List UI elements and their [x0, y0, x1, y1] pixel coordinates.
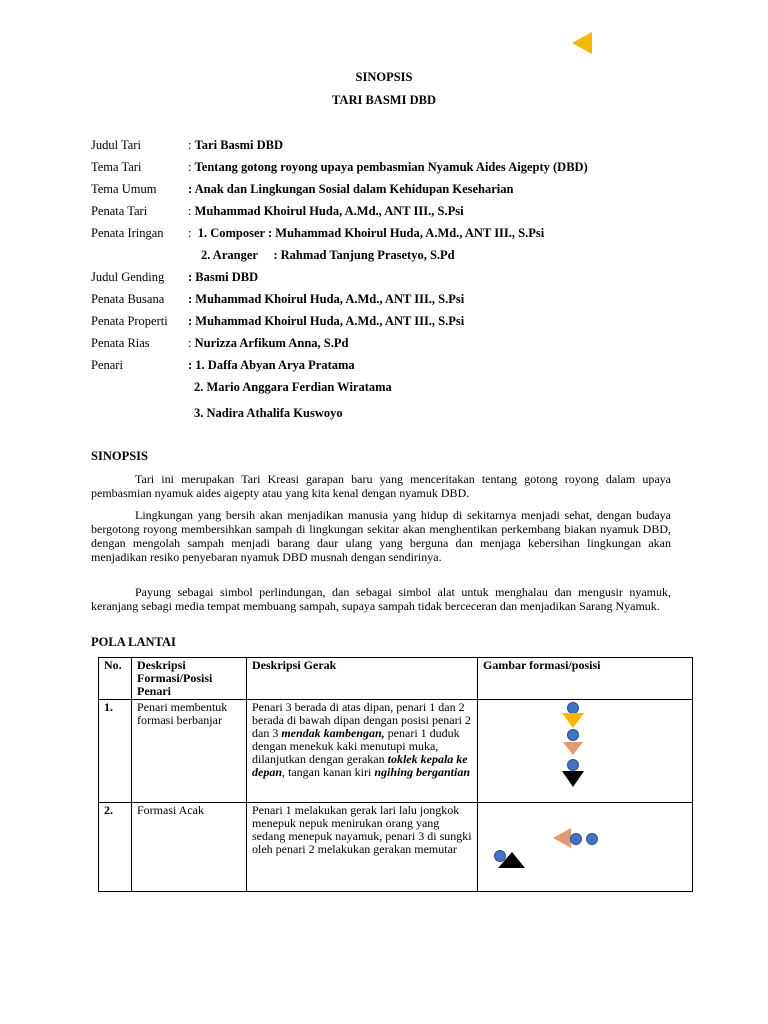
- circle-icon: [568, 703, 579, 714]
- document-title: SINOPSIS: [355, 70, 413, 84]
- formation-cell: [478, 803, 693, 892]
- table-row: [99, 700, 693, 803]
- triangle-left-icon: [570, 31, 594, 55]
- row-number: 2.: [99, 803, 132, 892]
- info-value: 3. Nadira Athalifa Kuswoyo: [194, 406, 343, 420]
- info-value: 1. Composer : Muhammad Khoirul Huda, A.Md., ANT III., S.Psi: [197, 226, 545, 240]
- info-value: Anak dan Lingkungan Sosial dalam Kehidupan Keseharian: [194, 182, 514, 196]
- info-value: Tari Basmi DBD: [194, 138, 284, 152]
- column-header: No.: [99, 658, 132, 700]
- column-header: Deskripsi Gerak: [247, 658, 478, 700]
- info-label: Penata Tari: [91, 204, 148, 218]
- info-value: Muhammad Khoirul Huda, A.Md., ANT III., S.Psi: [194, 204, 464, 218]
- formation-diagram-2: [483, 804, 683, 890]
- info-value: Basmi DBD: [195, 270, 259, 284]
- info-label: Judul Tari: [91, 138, 141, 152]
- info-value: 1. Daffa Abyan Arya Pratama: [195, 358, 355, 372]
- document-page: SINOPSIS TARI BASMI DBD Judul Tari : Tari Basmi DBD Tema Tari : Tentang gotong royong upaya pembasmian Nyamuk Aides Aigepty (DBD) Tema Umum : Anak dan Lingkungan Sosial dalam Kehidupan Keseharian Penata Tari : Muhammad Khoirul Huda, A.Md., ANT III., S.Psi Penata Iringan : 1. Composer : Muhammad Khoirul Huda, A.Md., ANT III., S.Psi 2. Aranger : Rahmad Tanjung Prasetyo, S.Pd Judul Gending : Basmi DBD Penata Busana : Muhammad Khoirul Huda, A.Md., ANT III., S.Psi Penata Properti : Muhammad Khoirul Huda, A.Md., ANT III., S.Psi Penata Rias : Nurizza Arfikum Anna, S.Pd Penari : 1. Daffa Abyan Arya Pratama 2. Mario Anggara Ferdian Wiratama 3. Nadira Athalifa Kuswoyo SINOPSIS Tari ini merupakan Tari Kreasi garapan baru yang menceritakan tentang gotong royong dalam upaya pembasmian nyamuk aides aigepty atau yang kita kenal dengan nyamuk DBD. Lingkungan yang bersih akan menjadikan manusia yang hidup di sekitarnya menjadi sehat, dengan budaya bergotong royong membersihkan sampah di lingkungan sekitar akan menghentikan perkembang biakan nyamuk DBD, dengan mengolah sampah menjadi barang daur ulang yang berguna dan menjaga kebersihan lingkungan akan menjadikan resiko penyebaran nyamuk DBD musnah dengan sendirinya. Payung sebagai simbol perlindungan, dan sebagai simbol alat untuk menghalau dan mengusir nyamuk, keranjang sebagi media tempat membuang sampah, supaya sampah tidak berceceran dan menjadikan Sarang Nyamuk. POLA LANTAI No. Deskripsi Formasi/Posisi Penari Deskripsi Gerak Gambar formasi/posisi 1. Penari membentuk formasi berbanjar Penari 3 berada di atas dipan, penari 1 dan 2 berada di bawah dipan dengan posisi penari 2 dan 3 mendak kambengan, penari 1 duduk dengan menekuk kaki menutupi muka, dilanjutkan dengan gerakan toklek kepala ke depan, tangan kanan kiri ngihing bergantian 2. Formasi Acak Penari 1 melakukan gerak lari lalu jongkok menepuk nepuk menirukan orang yang sedang menepuk nayamuk, penari 3 di sungki oleh penari 2 melakukan gerakan memutar: [0, 0, 768, 1024]
- column-header: Deskripsi Formasi/Posisi Penari: [132, 658, 247, 700]
- circle-icon: [568, 730, 579, 741]
- triangle-down-icon: [563, 742, 583, 755]
- table-row: [99, 803, 693, 892]
- info-label: Penata Busana: [91, 292, 165, 306]
- row-gerak: Penari 1 melakukan gerak lari lalu jongkok menepuk nepuk menirukan orang yang sedang menepuk nayamuk, penari 3 di sungki oleh penari 2 melakukan gerakan memutar: [247, 803, 478, 892]
- synopsis-paragraph: [91, 472, 671, 500]
- info-label: Penata Rias: [91, 336, 150, 350]
- triangle-down-icon: [562, 771, 584, 787]
- synopsis-text: Tari ini merupakan Tari Kreasi garapan baru yang menceritakan tentang gotong royong dalam upaya pembasmian nyamuk aides aigepty atau yang kita kenal dengan nyamuk DBD.: [91, 472, 671, 500]
- synopsis-text: Lingkungan yang bersih akan menjadikan manusia yang hidup di sekitarnya menjadi sehat, dengan budaya bergotong royong membersihkan sampah di lingkungan sekitar akan menghentikan perkembang biakan nyamuk DBD, dengan mengolah sampah menjadi barang daur ulang yang berguna dan menjaga kebersihan lingkungan akan menjadikan resiko penyebaran nyamuk DBD musnah dengan sendirinya.: [91, 508, 671, 564]
- circle-icon: [571, 834, 582, 845]
- row-formasi: Penari membentuk formasi berbanjar: [132, 700, 247, 803]
- info-label: Penata Properti: [91, 314, 168, 328]
- info-value: Muhammad Khoirul Huda, A.Md., ANT III., S.Psi: [195, 292, 465, 306]
- synopsis-paragraph: [91, 508, 671, 564]
- info-label: Tema Tari: [91, 160, 142, 174]
- info-value: 2. Mario Anggara Ferdian Wiratama: [194, 380, 392, 394]
- info-value: Tentang gotong royong upaya pembasmian Nyamuk Aides Aigepty (DBD): [194, 160, 588, 174]
- synopsis-heading: SINOPSIS: [91, 449, 148, 463]
- info-label: Penata Iringan: [91, 226, 164, 240]
- synopsis-paragraph: [91, 585, 671, 613]
- info-label: Penari: [91, 358, 123, 372]
- circle-icon: [568, 760, 579, 771]
- document-subtitle: TARI BASMI DBD: [332, 93, 436, 107]
- triangle-down-icon: [562, 713, 584, 728]
- triangle-left-icon: [553, 828, 571, 848]
- synopsis-text: Payung sebagai simbol perlindungan, dan sebagai simbol alat untuk menghalau dan mengusir nyamuk, keranjang sebagi media tempat membuang sampah, supaya sampah tidak berceceran dan menjadikan Sarang Nyamuk.: [91, 585, 671, 613]
- info-value: 2. Aranger : Rahmad Tanjung Prasetyo, S.Pd: [201, 248, 455, 262]
- table-header-row: [99, 658, 693, 700]
- info-label: Tema Umum: [91, 182, 157, 196]
- info-value: Muhammad Khoirul Huda, A.Md., ANT III., S.Psi: [195, 314, 465, 328]
- formation-cell: [478, 700, 693, 803]
- info-label: Judul Gending: [91, 270, 165, 284]
- pola-lantai-heading: POLA LANTAI: [91, 635, 176, 649]
- row-number: 1.: [99, 700, 132, 803]
- column-header: Gambar formasi/posisi: [478, 658, 693, 700]
- pola-lantai-table: [98, 657, 693, 892]
- row-formasi: Formasi Acak: [132, 803, 247, 892]
- row-gerak: Penari 3 berada di atas dipan, penari 1 dan 2 berada di bawah dipan dengan posisi penari 2 dan 3 mendak kambengan, penari 1 duduk dengan menekuk kaki menutupi muka, dilanjutkan dengan gerakan toklek kepala ke depan, tangan kanan kiri ngihing bergantian: [247, 700, 478, 803]
- info-value: Nurizza Arfikum Anna, S.Pd: [194, 336, 349, 350]
- formation-diagram-1: [483, 701, 683, 801]
- circle-icon: [495, 851, 506, 862]
- circle-icon: [587, 834, 598, 845]
